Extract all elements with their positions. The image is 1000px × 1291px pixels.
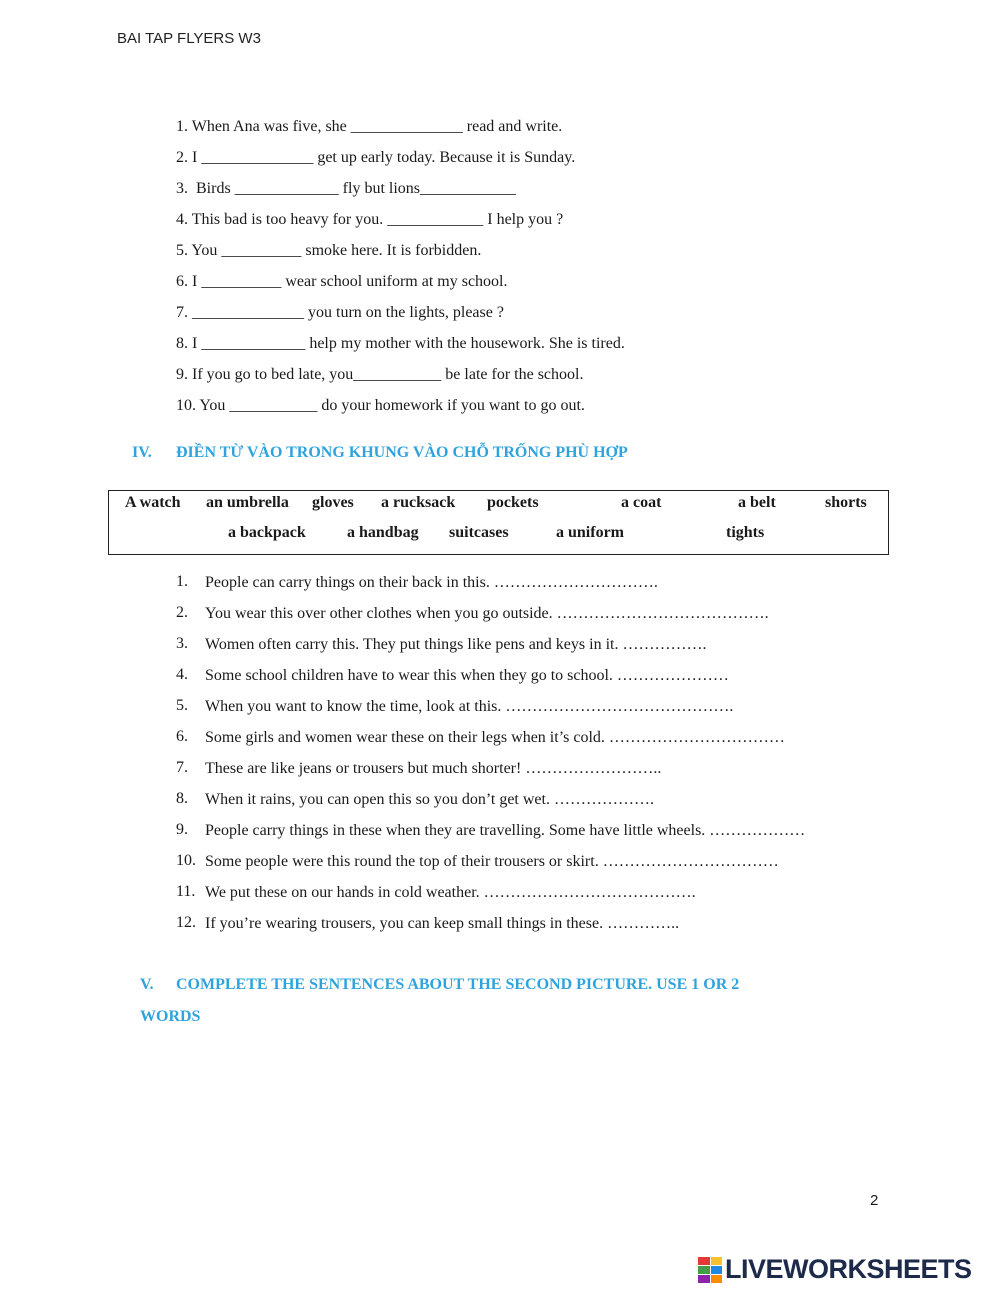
word-box-item: a rucksack [381, 494, 456, 511]
question-number: 4. [176, 666, 188, 683]
exercise-line-1: 1. When Ana was five, she ______________ read and write. [176, 118, 563, 135]
word-box-item: suitcases [449, 524, 509, 541]
section-5-number: V. [140, 976, 154, 993]
exercise-line-5: 5. You __________ smoke here. It is forbidden. [176, 242, 482, 259]
word-box-item: pockets [487, 494, 539, 511]
question-number: 12. [176, 914, 196, 931]
question-number: 3. [176, 635, 188, 652]
question-number: 6. [176, 728, 188, 745]
question-text: When you want to know the time, look at this. ……………………………………. [205, 698, 734, 715]
question-text: Some people were this round the top of their trousers or skirt. …………………………… [205, 853, 779, 870]
word-box-item: gloves [312, 494, 354, 511]
word-box-item: a backpack [228, 524, 306, 541]
logo-mark-icon [698, 1257, 722, 1283]
exercise-line-7: 7. ______________ you turn on the lights, please ? [176, 304, 504, 321]
question-number: 10. [176, 852, 196, 869]
question-text: You wear this over other clothes when you go outside. …………………………………. [205, 605, 769, 622]
exercise-line-10: 10. You ___________ do your homework if you want to go out. [176, 397, 585, 414]
question-text: If you’re wearing trousers, you can keep small things in these. ………….. [205, 915, 680, 932]
question-number: 1. [176, 573, 188, 590]
liveworksheets-logo [698, 1254, 972, 1285]
question-number: 7. [176, 759, 188, 776]
word-box-item: shorts [825, 494, 867, 511]
exercise-line-6: 6. I __________ wear school uniform at my school. [176, 273, 508, 290]
word-box-item: an umbrella [206, 494, 289, 511]
question-text: People can carry things on their back in this. …………………………. [205, 574, 658, 591]
exercise-line-9: 9. If you go to bed late, you___________ be late for the school. [176, 366, 584, 383]
exercise-line-3: 3. Birds _____________ fly but lions____________ [176, 180, 517, 197]
word-box-item: tights [726, 524, 765, 541]
question-number: 5. [176, 697, 188, 714]
question-text: When it rains, you can open this so you don’t get wet. ………………. [205, 791, 654, 808]
word-box-item: a belt [738, 494, 776, 511]
section-5-title-line2: WORDS [140, 1008, 201, 1025]
section-4-number: IV. [132, 444, 152, 461]
question-text: Some girls and women wear these on their legs when it’s cold. …………………………… [205, 729, 785, 746]
question-text: Some school children have to wear this when they go to school. ………………… [205, 667, 729, 684]
word-box-item: a uniform [556, 524, 624, 541]
word-box-item: a coat [621, 494, 662, 511]
question-number: 2. [176, 604, 188, 621]
exercise-line-8: 8. I _____________ help my mother with the housework. She is tired. [176, 335, 625, 352]
question-text: Women often carry this. They put things like pens and keys in it. ……………. [205, 636, 707, 653]
section-4-title: ĐIỀN TỪ VÀO TRONG KHUNG VÀO CHỖ TRỐNG PHÙ HỢP [176, 444, 628, 461]
word-box-item: a handbag [347, 524, 419, 541]
logo-text: LIVEWORKSHEETS [725, 1254, 972, 1284]
document-header: BAI TAP FLYERS W3 [117, 30, 261, 47]
section-5-title-line1: COMPLETE THE SENTENCES ABOUT THE SECOND PICTURE. USE 1 OR 2 [176, 976, 740, 993]
question-text: People carry things in these when they are travelling. Some have little wheels. ……………… [205, 822, 806, 839]
question-text: We put these on our hands in cold weather. …………………………………. [205, 884, 696, 901]
exercise-line-4: 4. This bad is too heavy for you. ____________ I help you ? [176, 211, 564, 228]
exercise-line-2: 2. I ______________ get up early today. Because it is Sunday. [176, 149, 576, 166]
question-number: 8. [176, 790, 188, 807]
question-number: 9. [176, 821, 188, 838]
word-box-item: A watch [125, 494, 181, 511]
page-number: 2 [870, 1192, 879, 1209]
question-number: 11. [176, 883, 196, 900]
question-text: These are like jeans or trousers but much shorter! …………………….. [205, 760, 662, 777]
